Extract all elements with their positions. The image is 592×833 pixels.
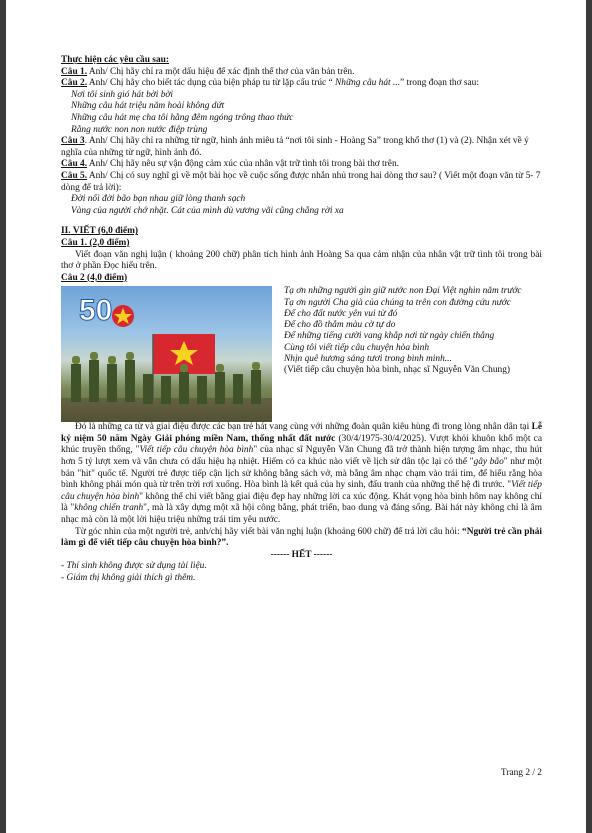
question-4 bbox=[61, 159, 542, 171]
q2-quote: Những câu hát ... bbox=[332, 78, 401, 89]
writing-c1-label: Câu 1. (2,0 điểm) bbox=[61, 237, 130, 248]
para2-bold: “Người trẻ cần phải làm gì để viết tiếp câu chuyện hòa bình?”. bbox=[61, 526, 542, 549]
tasks-heading: Thực hiện các yêu cầu sau: bbox=[61, 55, 169, 65]
para1-b: (30/4/1975-30/4/2025). Vượt khỏi khuôn khổ một ca khúc truyền thống, " bbox=[61, 433, 542, 456]
q3-text: . Anh/ Chị hãy chỉ ra những từ ngữ, hình ảnh miêu tả “nơi tôi sinh - Hoàng Sa” trong khổ thơ (1) và (2). Nhận xét về ý nghĩa của những từ ngữ, hình ảnh đó. bbox=[61, 136, 529, 158]
note-line: - Giám thị không giải thích gì thêm. bbox=[61, 573, 196, 583]
q5-label: Câu 5. bbox=[61, 170, 88, 181]
para1-ital4: không chiến tranh bbox=[74, 503, 144, 514]
song-source: (Viết tiếp câu chuyện hòa bình, nhạc sĩ Nguyễn Văn Chung) bbox=[284, 365, 511, 376]
q4-text: Anh/ Chị hãy nêu sự vận động cảm xúc của nhân vật trữ tình tôi trong bài thơ trên. bbox=[87, 159, 399, 170]
q4-label: Câu 4. bbox=[61, 159, 88, 170]
para1-a: Đó là những ca từ và giai điệu được các bạn trẻ hát vang cùng với những đoàn quân kiêu hùng đi trong lòng nhân dân tại bbox=[75, 422, 532, 433]
logo-number: 50 bbox=[79, 294, 113, 328]
writing-c2-label: Câu 2 (4,0 điểm) bbox=[61, 272, 128, 283]
image-and-lyrics bbox=[61, 286, 542, 422]
lyric-line: Nhịn quê hương sáng tươi trong bình minh... bbox=[284, 354, 452, 365]
q5-poem-line: Đời nối đời bão bạn nhau giữ lòng thanh sạch bbox=[71, 194, 246, 205]
para1-ital1: Viết tiếp câu chuyện hòa bình bbox=[139, 445, 254, 456]
question-2 bbox=[61, 78, 542, 90]
para1-ital3: Viết tiếp câu chuyện hòa bình bbox=[61, 480, 542, 502]
lyric-line: Tạ ơn người Cha già của chúng ta trên con đường cứu nước bbox=[284, 297, 511, 308]
para2-a: Từ góc nhìn của một người trẻ, anh/chị hãy viết bài văn nghị luận (khoảng 600 chữ) để trả lời câu hỏi: bbox=[75, 526, 462, 537]
q3-label: Câu 3 bbox=[61, 136, 85, 147]
para1-c: " của nhạc sĩ Nguyễn Văn Chung đã trở thành hiện tượng âm nhạc, thu hút hơn 5 tỷ lượt xem và vẫn chưa có dấu hiệu hạ nhiệt. Hiếm có ca khúc nào viết về lịch sử dân tộc lại có thể " bbox=[61, 445, 542, 468]
parade-photo bbox=[61, 286, 272, 422]
prompt-paragraph bbox=[61, 527, 542, 550]
q2-poem-line: Những câu hát triệu năm hoài không dứt bbox=[71, 101, 225, 112]
page-content bbox=[61, 55, 542, 585]
para1-ital2: gây bão bbox=[473, 457, 504, 468]
question-5 bbox=[61, 171, 542, 194]
lyric-line: Để cho đất nước yên vui từ đó bbox=[284, 308, 398, 319]
note-line: - Thí sinh không được sử dụng tài liệu. bbox=[61, 561, 207, 572]
anniversary-logo bbox=[79, 294, 134, 327]
q5-poem-line: Vàng của người chớ nhặt. Cát của mình dù vương vãi cũng chẳng rời xa bbox=[71, 205, 344, 216]
writing-c1-text: Viết đoạn văn nghị luận ( khoảng 200 chữ) phân tích hình ảnh Hoàng Sa qua cảm nhận của nhân vật trữ tình tôi trong bài thơ ở phần Đọc hiểu trên. bbox=[61, 249, 542, 272]
context-paragraph bbox=[61, 422, 542, 526]
q2-poem-line: Những câu hát mẹ cha tôi hằng đêm ngóng trông thao thức bbox=[71, 112, 294, 123]
q2-poem-line: Nơi tôi sinh gió hát bời bời bbox=[71, 89, 173, 100]
q2-text-b: ” trong đoạn thơ sau: bbox=[400, 78, 479, 89]
q2-text-a: Anh/ Chị hãy cho biết tác dụng của biện pháp tu từ lặp cấu trúc “ bbox=[87, 78, 333, 89]
writing-heading: II. VIẾT (6,0 điểm) bbox=[61, 226, 139, 237]
para1-e: " không thể chỉ viết bằng giai điệu đẹp hay những lời ca xúc động. Khát vọng hòa bình hôm nay không chỉ là " bbox=[61, 491, 543, 514]
lyric-line: Để cho đồ thắm màu cờ tự do bbox=[284, 320, 396, 331]
parade-illustration bbox=[61, 286, 272, 422]
document-page bbox=[6, 0, 586, 833]
lyric-line: Cùng tôi viết tiếp câu chuyện hòa bình bbox=[284, 342, 430, 353]
q2-poem-line: Rằng nước non non nước điệp trùng bbox=[71, 124, 208, 135]
para1-f: ", mà là xây dựng một xã hội công bằng, phát triển, bao dung và đáng sống. Bài hát này không chỉ là âm nhạc mà còn là một lời hiệu triệu những trái tim yêu nước. bbox=[61, 503, 543, 526]
lyric-line: Để những tiếng cười vang khắp nơi từ ngày chiến thắng bbox=[284, 331, 495, 342]
para1-bold: Lễ kỷ niệm 50 năm Ngày Giải phóng miền Nam, thống nhất đất nước bbox=[61, 422, 542, 444]
q1-text: Anh/ Chị hãy chỉ ra một dấu hiệu để xác định thể thơ của văn bản trên. bbox=[87, 66, 355, 77]
question-1 bbox=[61, 67, 542, 79]
end-mark: ------ HẾT ------ bbox=[270, 549, 333, 560]
q5-text: Anh/ Chị có suy nghĩ gì về một bài học về cuộc sống được nhắn nhủ trong hai dòng thơ sau? ( Viết một đoạn văn từ 5- 7 dòng để trả lời): bbox=[61, 170, 541, 193]
song-lyrics bbox=[272, 286, 542, 422]
q1-label: Câu 1. bbox=[61, 66, 88, 77]
lyric-line: Tạ ơn những người gìn giữ nước non Đại Việt nghìn năm trước bbox=[284, 286, 522, 297]
page-number: Trang 2 / 2 bbox=[500, 768, 542, 778]
question-3 bbox=[61, 136, 542, 159]
para1-d: " như một bản "hit" quốc tế. Người trẻ được tiếp cận lịch sử không bằng sách vở, mà bằng âm nhạc chạm vào trái tim, để hiểu rằng hòa bình không phải món quà từ trên trời rơi xuống. Hòa bình là kết quả của hy sinh, đấu tranh của những thế hệ đi trước. " bbox=[61, 457, 542, 491]
q2-label: Câu 2. bbox=[61, 78, 88, 89]
